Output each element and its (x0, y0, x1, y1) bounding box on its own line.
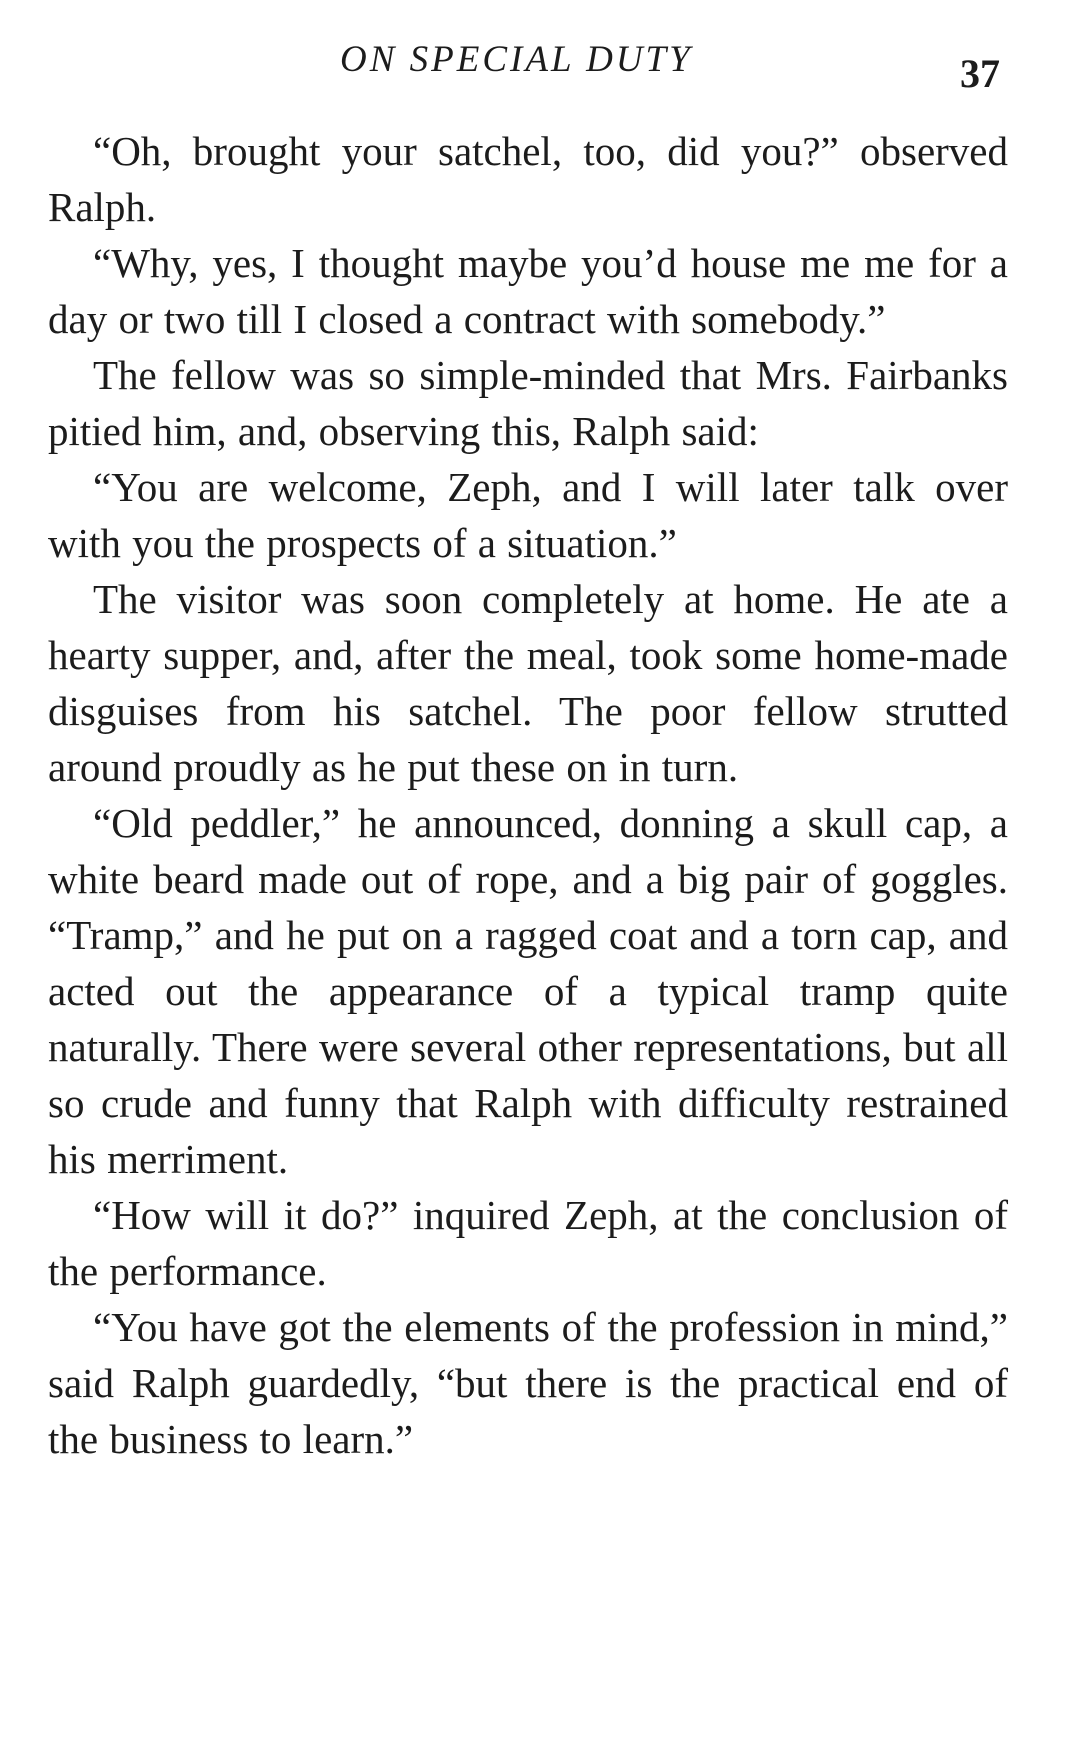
running-title: ON SPECIAL DUTY (340, 39, 693, 80)
paragraph: “Why, yes, I thought maybe you’d house me me for a day or two till I closed a contract with somebody.” (48, 240, 1008, 342)
running-head (0, 38, 1085, 96)
paragraph: “Oh, brought your satchel, too, did you?” observed Ralph. (48, 128, 1008, 230)
paragraph: “How will it do?” inquired Zeph, at the conclusion of the performance. (48, 1192, 1008, 1294)
paragraph: “Old peddler,” he announced, donning a skull cap, a white beard made out of rope, and a big pair of goggles. “Tramp,” and he put on a ragged coat and a torn cap, and acted out the appearance of a typical tramp quite naturally. There were several other representations, but all so crude and funny that Ralph with difficulty restrained his merriment. (48, 800, 1008, 1182)
body-text (48, 123, 1008, 1467)
paragraph: The visitor was soon completely at home. He ate a hearty supper, and, after the meal, took some home-made disguises from his satchel. The poor fellow strutted around proudly as he put these on in turn. (48, 576, 1008, 790)
paragraph: “You have got the elements of the profession in mind,” said Ralph guardedly, “but there is the practical end of the business to learn.” (48, 1304, 1008, 1462)
paragraph: “You are welcome, Zeph, and I will later talk over with you the prospects of a situation.” (48, 464, 1008, 566)
page-number: 37 (960, 51, 1000, 96)
paragraph: The fellow was so simple-minded that Mrs. Fairbanks pitied him, and, observing this, Ralph said: (48, 352, 1008, 454)
